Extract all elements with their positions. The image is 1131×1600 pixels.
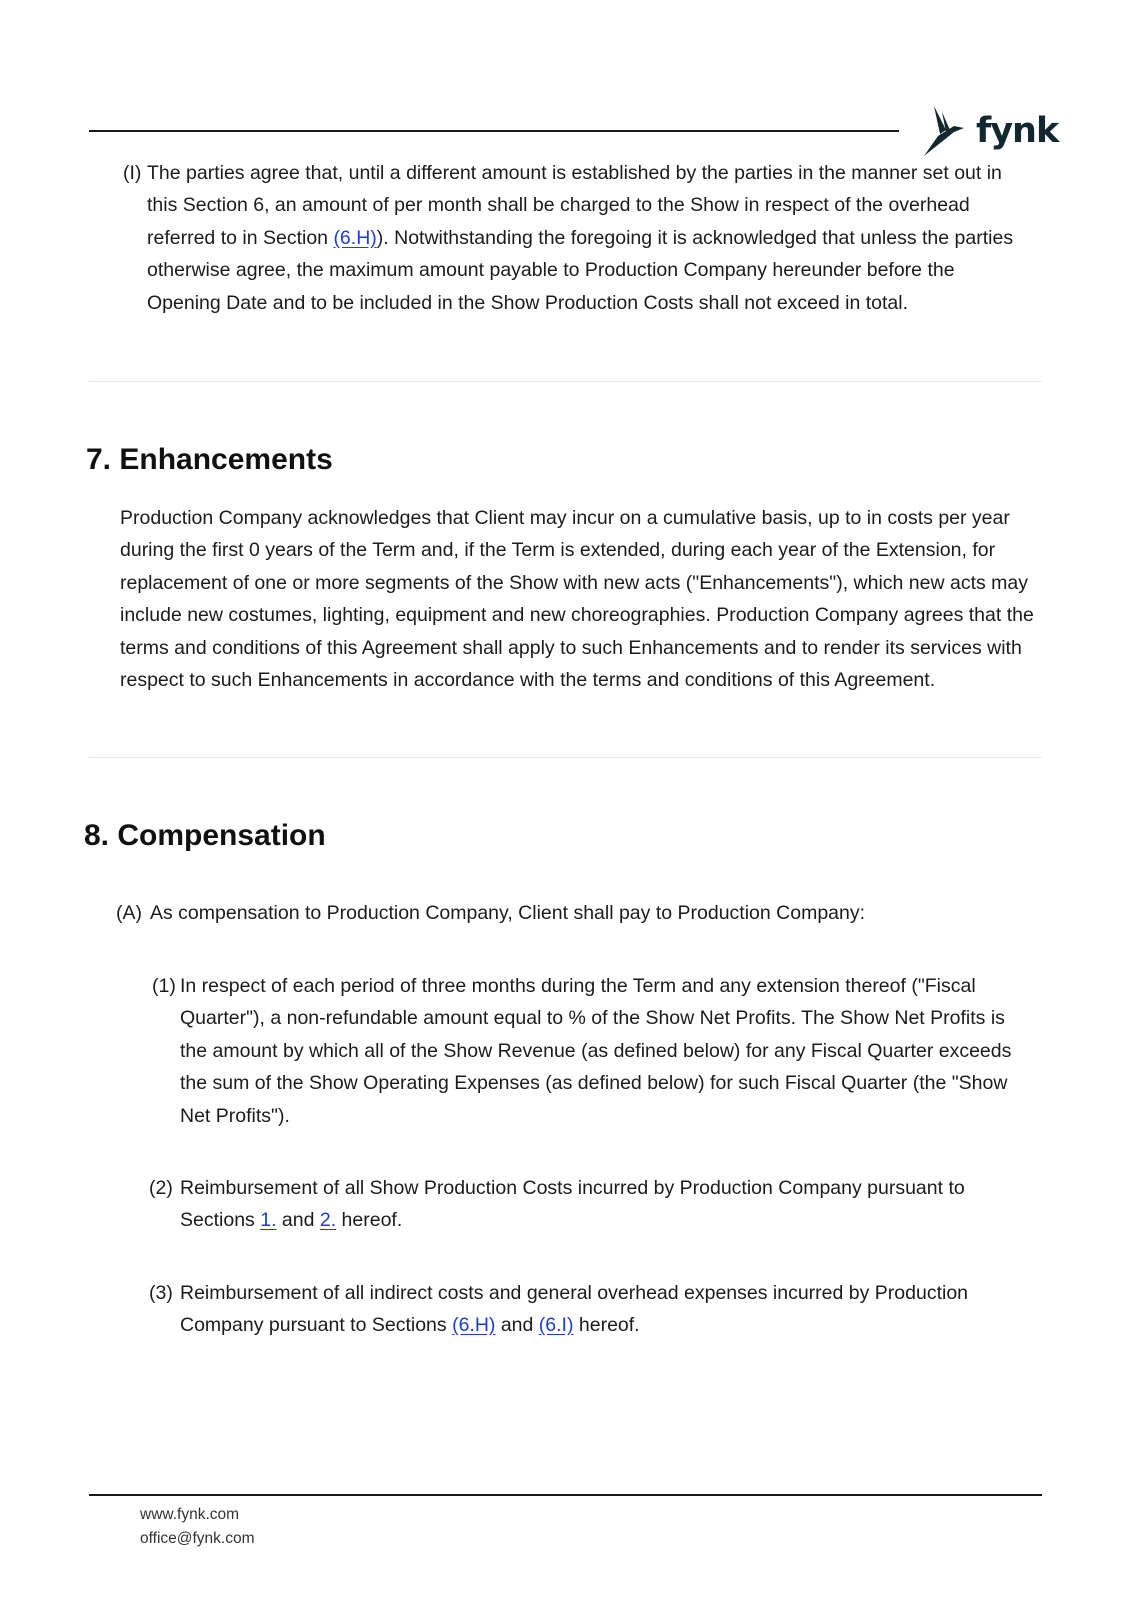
- footer-rule: [89, 1494, 1042, 1496]
- header-rule: [89, 130, 899, 132]
- item-number: (3): [149, 1282, 173, 1304]
- clause-text: The parties agree that, until a different amount is established by the parties in the manner set out in this Section 6, an amount of per month shall be charged to the Show in respect of the overhead referred to in Section: [147, 162, 1002, 249]
- item-text: and: [276, 1209, 320, 1232]
- section-1-link[interactable]: 1.: [260, 1209, 277, 1232]
- section-7-body: Production Company acknowledges that Client may incur on a cumulative basis, up to in costs per year during the first 0 years of the Term and, if the Term is extended, during each year of the Extension, for replacement of one or more segments of the Show with new acts ("Enhancements"), which new acts may include new costumes, lighting, equipment and new choreographies. Production Company agrees that the terms and conditions of this Agreement shall apply to such Enhancements and to render its services with respect to such Enhancements in accordance with the terms and conditions of this Agreement.: [120, 507, 1034, 692]
- section-6i-link[interactable]: (6.I): [538, 1314, 574, 1337]
- section-7-heading: 7. Enhancements: [86, 443, 333, 476]
- item-text: hereof.: [573, 1314, 640, 1337]
- section-6h-link[interactable]: (6.H): [452, 1314, 496, 1337]
- item-text: and: [495, 1314, 539, 1337]
- item-text: hereof.: [336, 1209, 403, 1232]
- item-text: Reimbursement of all Show Production Costs incurred by Production Company pursuant to Sections: [180, 1177, 965, 1232]
- section-2-link[interactable]: 2.: [319, 1209, 337, 1232]
- clause-number: (A): [116, 902, 142, 924]
- item-number: (2): [149, 1177, 173, 1199]
- clause-text: As compensation to Production Company, Client shall pay to Production Company:: [150, 902, 866, 924]
- separator: [89, 381, 1042, 382]
- clause-text: ). Notwithstanding the foregoing it is acknowledged that unless the parties otherwise agree, the maximum amount payable to Production Company hereunder before the Opening Date and to be included in the Show Production Costs shall not exceed in total.: [147, 226, 1014, 314]
- brand-logo[interactable]: [920, 104, 1058, 158]
- clause-6-i: [123, 157, 1023, 319]
- footer-website[interactable]: www.fynk.com: [140, 1506, 240, 1523]
- item-8-2: [149, 1172, 1036, 1237]
- item-8-3: [149, 1277, 1036, 1342]
- item-number: (1): [152, 975, 176, 997]
- item-text: In respect of each period of three months during the Term and any extension thereof ("Fiscal Quarter"), a non-refundable amount equal to % of the Show Net Profits. The Show Net Profits is the amount by which all of the Show Revenue (as defined below) for any Fiscal Quarter exceeds the sum of the Show Operating Expenses (as defined below) for such Fiscal Quarter (the "Show Net Profits").: [180, 975, 1012, 1127]
- separator: [89, 757, 1042, 758]
- item-8-1: [152, 970, 1036, 1132]
- section-6h-link[interactable]: (6.H): [333, 226, 377, 249]
- section-8-heading: 8. Compensation: [84, 819, 326, 852]
- bird-logo-icon: [920, 104, 970, 158]
- footer-email[interactable]: office@fynk.com: [140, 1530, 255, 1547]
- clause-8-a: [116, 897, 1030, 929]
- clause-number: (I): [123, 162, 142, 184]
- item-text: Reimbursement of all indirect costs and general overhead expenses incurred by Production Company pursuant to Sections: [180, 1282, 969, 1337]
- brand-wordmark: fynk: [976, 110, 1059, 151]
